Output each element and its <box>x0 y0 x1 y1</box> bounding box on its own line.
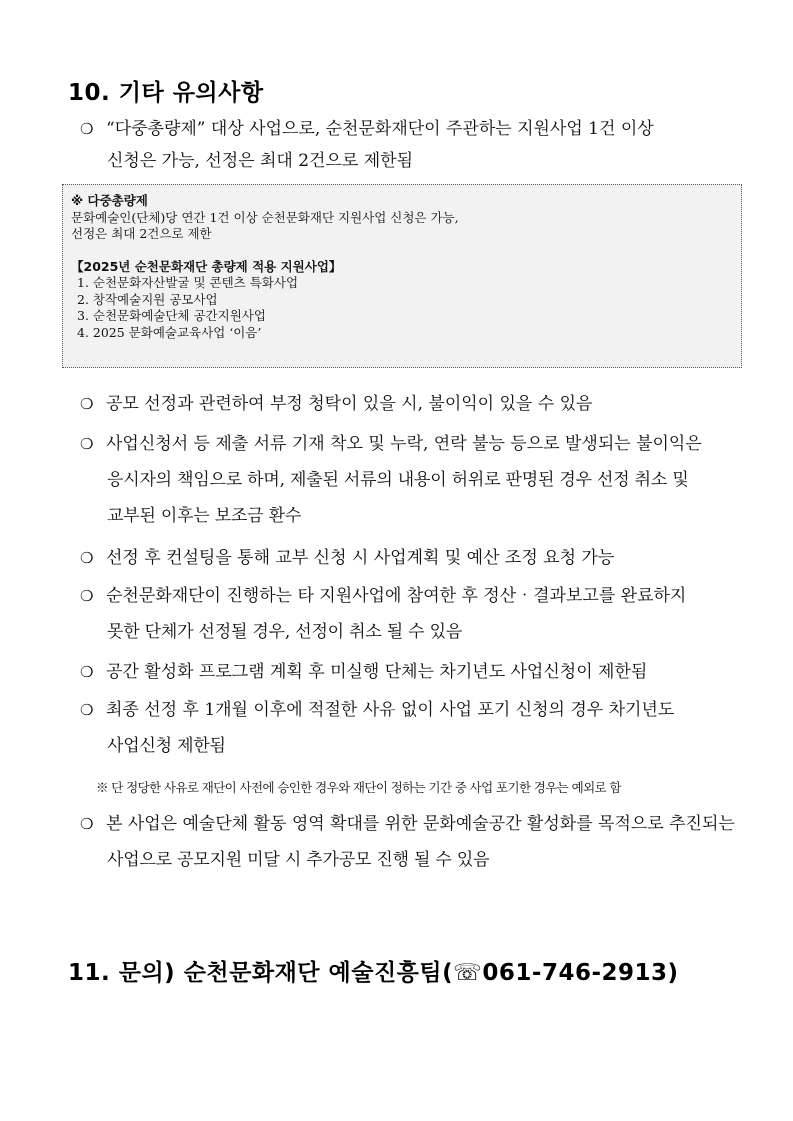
bullet-text: 본 사업은 예술단체 활동 영역 확대를 위한 문화예술공간 활성화를 목적으로 추진되는 <box>106 814 735 834</box>
bullet-item <box>80 654 752 690</box>
bullet-text: 사업신청서 등 제출 서류 기재 착오 및 누락, 연락 불능 등으로 발생되는 불이익은 <box>106 434 702 454</box>
note-box <box>62 184 742 368</box>
circle-bullet-icon: ❍ <box>80 435 94 453</box>
bullet-text: 교부된 이후는 보조금 환수 <box>107 506 302 526</box>
bullet-item <box>80 578 752 650</box>
note-list-item-4: 4. 2025 문화예술교육사업 ‘이음’ <box>77 324 262 340</box>
bullet-text: 공간 활성화 프로그램 계획 후 미실행 단체는 차기년도 사업신청이 제한됨 <box>106 662 648 682</box>
circle-bullet-icon: ❍ <box>80 549 94 567</box>
intro-line-2: 신청은 가능, 선정은 최대 2건으로 제한됨 <box>107 151 413 171</box>
bullet-text: 순천문화재단이 진행하는 타 지원사업에 참여한 후 정산‧결과보고를 완료하지 <box>106 586 687 606</box>
note-list-title: 【2025년 순천문화재단 총량제 적용 지원사업】 <box>71 258 342 274</box>
bullet-text: 못한 단체가 선정될 경우, 선정이 취소 될 수 있음 <box>107 622 463 642</box>
section-10-title: 10. 기타 유의사항 <box>68 80 264 106</box>
footnote: ※ 단 정당한 사유로 재단이 사전에 승인한 경우와 재단이 정하는 기간 중 사업 포기한 경우는 예외로 함 <box>96 780 621 795</box>
bullet-text: 사업으로 공모지원 미달 시 추가공모 진행 될 수 있음 <box>107 850 490 870</box>
note-line-1: 문화예술인(단체)당 연간 1건 이상 순천문화재단 지원사업 신청은 가능, <box>71 209 459 225</box>
bullet-item <box>80 386 752 422</box>
bullet-text: 응시자의 책임으로 하며, 제출된 서류의 내용이 허위로 판명된 경우 선정 취소 및 <box>107 470 689 490</box>
note-spacer <box>71 243 733 259</box>
note-heading: ※ 다중총량제 <box>71 193 148 208</box>
bullet-text: 선정 후 컨설팅을 통해 교부 신청 시 사업계획 및 예산 조정 요청 가능 <box>106 548 615 568</box>
circle-bullet-icon: ❍ <box>80 395 94 413</box>
circle-bullet-icon: ❍ <box>80 587 94 605</box>
note-line-2: 선정은 최대 2건으로 제한 <box>71 226 212 241</box>
section-11-title: 11. 문의) 순천문화재단 예술진흥팀(☏061-746-2913) <box>68 960 679 986</box>
bullet-text: 공모 선정과 관련하여 부정 청탁이 있을 시, 불이익이 있을 수 있음 <box>106 394 593 414</box>
circle-bullet-icon: ❍ <box>80 815 94 833</box>
bullet-item <box>80 692 752 764</box>
intro-line-1: ❍ “다중총량제” 대상 사업으로, 순천문화재단이 주관하는 지원사업 1건 이상 <box>80 113 752 145</box>
intro-bullet <box>80 113 752 177</box>
bullet-item <box>80 806 752 878</box>
bullet-text: 최종 선정 후 1개월 이후에 적절한 사유 없이 사업 포기 신청의 경우 차기년도 <box>106 700 675 720</box>
bullet-text: 사업신청 제한됨 <box>107 736 226 756</box>
circle-bullet-icon: ❍ <box>80 663 94 681</box>
note-list-item-1: 1. 순천문화자산발굴 및 콘텐츠 특화사업 <box>77 275 299 290</box>
bullet-item <box>80 426 752 534</box>
note-list-item-3: 3. 순천문화예술단체 공간지원사업 <box>77 308 266 323</box>
circle-bullet-icon: ❍ <box>80 120 94 138</box>
bullet-item <box>80 540 752 576</box>
note-list-item-2: 2. 창작예술지원 공모사업 <box>77 291 218 307</box>
circle-bullet-icon: ❍ <box>80 701 94 719</box>
